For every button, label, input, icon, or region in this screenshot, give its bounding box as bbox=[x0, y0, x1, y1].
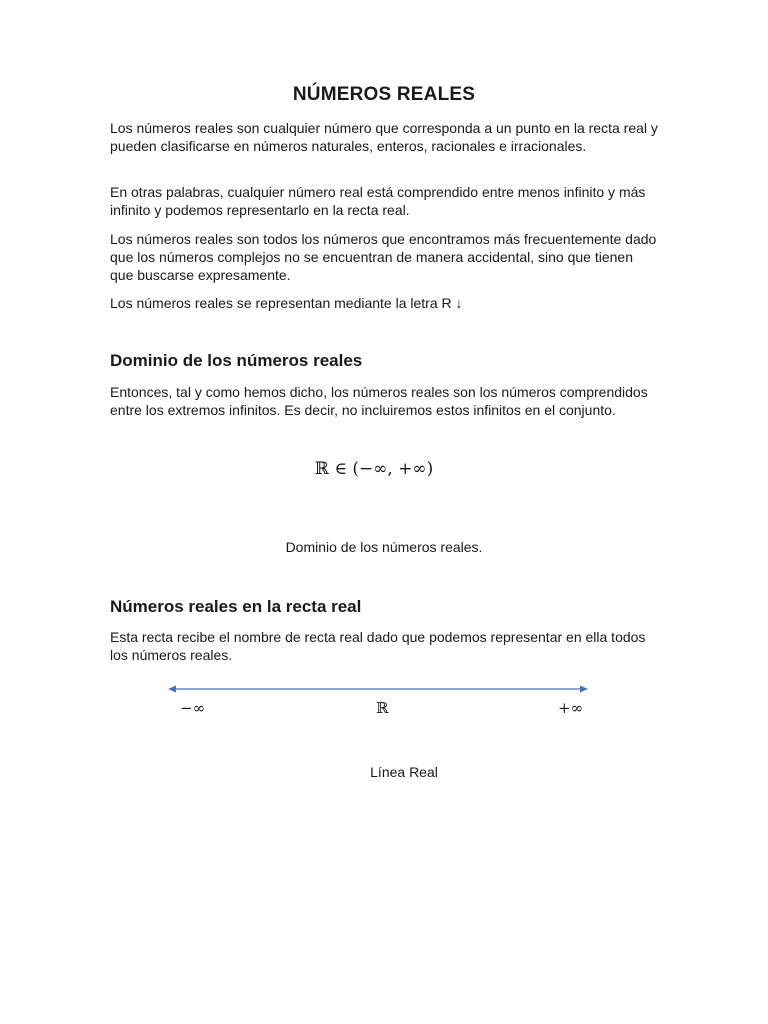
intro-paragraph-3: Los números reales son todos los números que encontramos más frecuentemente dado que los números complejos no se encuentran de manera accidental, sino que tienen que buscarse expresamente. bbox=[110, 231, 657, 283]
page-title: NÚMEROS REALES bbox=[292, 84, 476, 105]
real-set-label: ℝ bbox=[376, 699, 389, 717]
real-line-heading: Números reales en la recta real bbox=[110, 597, 362, 616]
left-arrowhead-icon bbox=[168, 686, 176, 693]
intro-paragraph-1: Los números reales son cualquier número que corresponda a un punto en la recta real y pueden clasificarse en números naturales, enteros, racionales e irracionales. bbox=[110, 120, 658, 154]
minus-infinity-label: −∞ bbox=[180, 699, 206, 717]
domain-paragraph: Entonces, tal y como hemos dicho, los números reales son los números comprendidos entre los extremos infinitos. Es decir, no incluiremos estos infinitos en el conjunto. bbox=[110, 384, 648, 418]
domain-caption: Dominio de los números reales. bbox=[285, 539, 483, 555]
intro-paragraph-2: En otras palabras, cualquier número real está comprendido entre menos infinito y más infinito y podemos representarlo en la recta real. bbox=[110, 184, 646, 218]
right-arrowhead-icon bbox=[580, 686, 588, 693]
real-line-caption: Línea Real bbox=[370, 764, 438, 780]
intro-paragraph-4: Los números reales se representan mediante la letra R ↓ bbox=[110, 295, 463, 311]
real-line-paragraph: Esta recta recibe el nombre de recta real dado que podemos representar en ella todos los números reales. bbox=[110, 629, 646, 663]
domain-formula bbox=[0, 459, 768, 479]
domain-formula-text: ℝ ∈ (−∞, +∞) bbox=[314, 459, 434, 479]
domain-heading: Dominio de los números reales bbox=[110, 351, 363, 370]
real-line-arrow bbox=[168, 686, 588, 693]
plus-infinity-label: +∞ bbox=[558, 699, 584, 717]
